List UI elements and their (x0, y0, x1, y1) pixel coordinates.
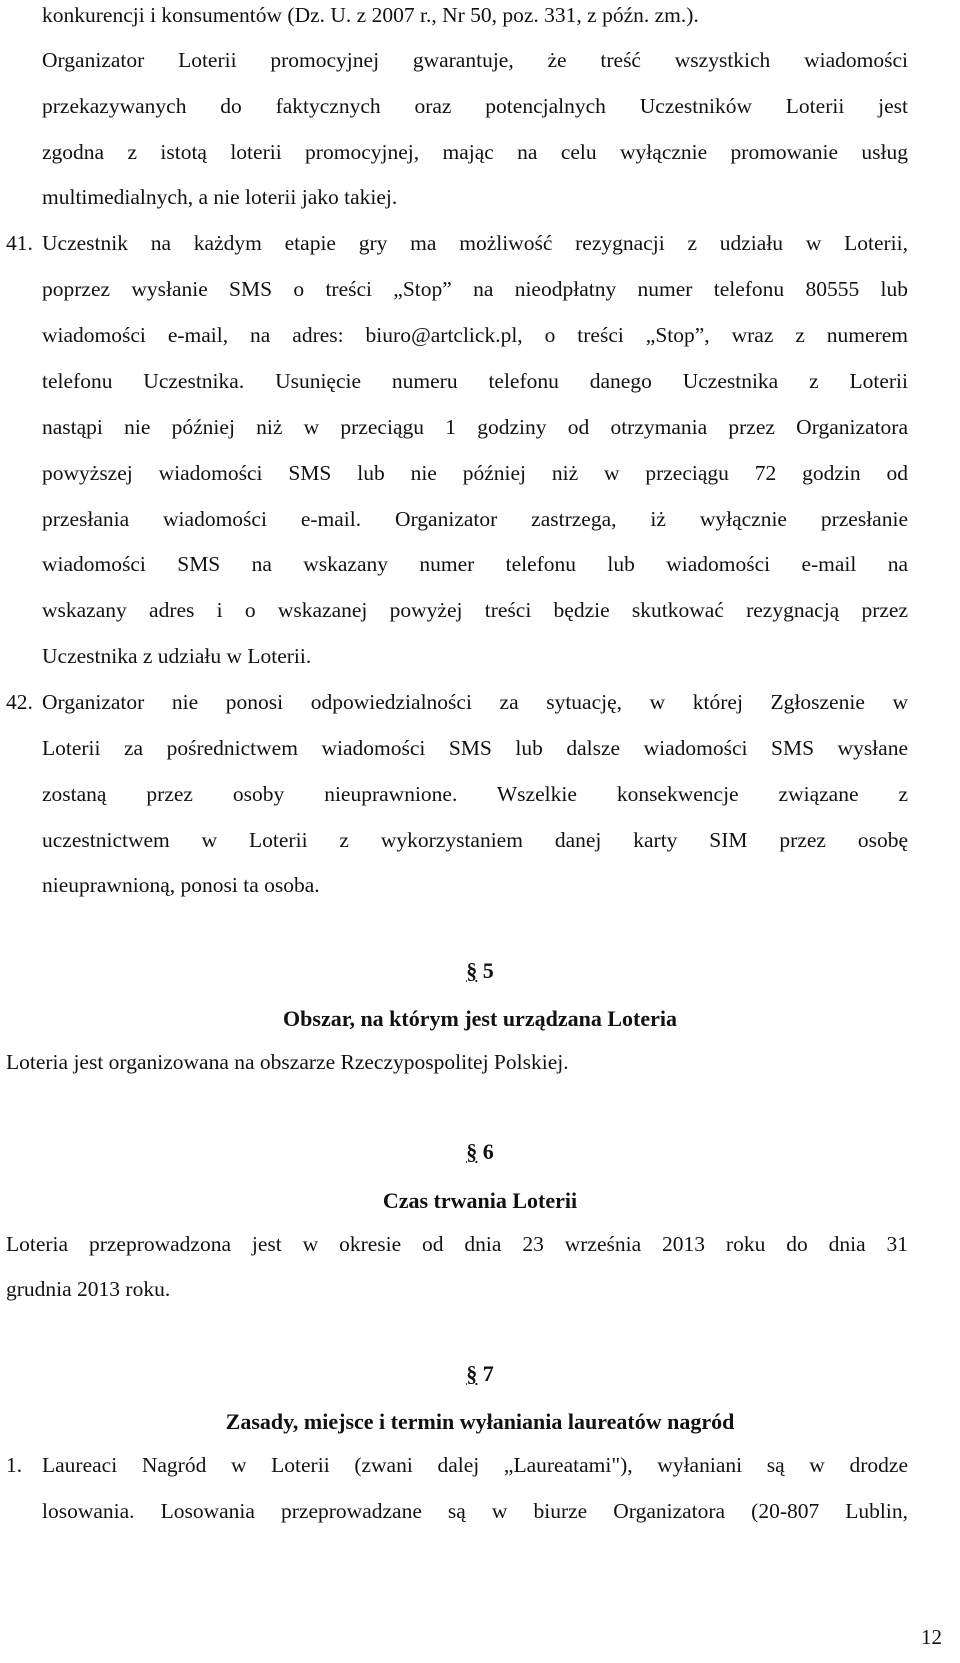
section-6-line-1: Loteria przeprowadzona jest w okresie od dnia 23 września 2013 roku do dnia 31 (6, 1232, 908, 1256)
point-41-line-10: Uczestnika z udziału w Loterii. (42, 644, 312, 668)
point-42-line-3: zostaną przez osoby nieuprawnione. Wszelkie konsekwencje związane z (42, 782, 908, 806)
intro-line-1: konkurencji i konsumentów (Dz. U. z 2007 r., Nr 50, poz. 331, z późn. zm.). (42, 3, 699, 27)
section-sign-icon: § (466, 1361, 478, 1386)
section-6-line-2: grudnia 2013 roku. (6, 1277, 171, 1301)
section-6-marker (0, 1138, 960, 1166)
point-42-number: 42. (6, 690, 33, 714)
point-41-line-1: Uczestnik na każdym etapie gry ma możliwość rezygnacji z udziału w Loterii, (42, 231, 908, 255)
point-41-line-6: powyższej wiadomości SMS lub nie później niż w przeciągu 72 godzin od (42, 461, 908, 485)
section-5-marker (0, 957, 960, 985)
point-41-line-2: poprzez wysłanie SMS o treści „Stop” na nieodpłatny numer telefonu 80555 lub (42, 277, 908, 301)
section-7-marker (0, 1360, 960, 1388)
point-41-line-3: wiadomości e-mail, na adres: biuro@artclick.pl, o treści „Stop”, wraz z numerem (42, 323, 908, 347)
point-41-line-4: telefonu Uczestnika. Usunięcie numeru telefonu danego Uczestnika z Loterii (42, 369, 908, 393)
point-41-line-5: nastąpi nie później niż w przeciągu 1 godziny od otrzymania przez Organizatora (42, 415, 908, 439)
intro-line-4: zgodna z istotą loterii promocyjnej, mając na celu wyłącznie promowanie usług (42, 140, 908, 164)
section-sign-icon: § (466, 958, 478, 983)
section-5-title: Obszar, na którym jest urządzana Loteria (283, 1006, 677, 1031)
section-5-number: 5 (482, 958, 494, 983)
intro-line-3: przekazywanych do faktycznych oraz potencjalnych Uczestników Loterii jest (42, 94, 908, 118)
point-41-number: 41. (6, 231, 33, 255)
section-7-title: Zasady, miejsce i termin wyłaniania laureatów nagród (225, 1409, 735, 1434)
section-7-point-1-number: 1. (6, 1453, 23, 1477)
point-42-line-5: nieuprawnioną, ponosi ta osoba. (42, 873, 320, 897)
section-7-point-1-line-2: losowania. Losowania przeprowadzane są w biurze Organizatora (20-807 Lublin, (42, 1499, 908, 1523)
section-5-line-1: Loteria jest organizowana na obszarze Rzeczypospolitej Polskiej. (6, 1050, 569, 1074)
section-7-number: 7 (482, 1361, 494, 1386)
point-41-line-9: wskazany adres i o wskazanej powyżej treści będzie skutkować rezygnacją przez (42, 598, 908, 622)
point-42-line-2: Loterii za pośrednictwem wiadomości SMS lub dalsze wiadomości SMS wysłane (42, 736, 908, 760)
section-6-title: Czas trwania Loterii (382, 1188, 578, 1213)
point-42-line-4: uczestnictwem w Loterii z wykorzystaniem danej karty SIM przez osobę (42, 828, 908, 852)
section-7-point-1-line-1: Laureaci Nagród w Loterii (zwani dalej „Laureatami"), wyłaniani są w drodze (42, 1453, 908, 1477)
page-number: 12 (921, 1625, 942, 1649)
intro-line-5: multimedialnych, a nie loterii jako takiej. (42, 185, 398, 209)
point-41-line-8: wiadomości SMS na wskazany numer telefonu lub wiadomości e-mail na (42, 552, 908, 576)
section-sign-icon: § (466, 1139, 478, 1164)
section-6-number: 6 (482, 1139, 494, 1164)
point-41-line-7: przesłania wiadomości e-mail. Organizator zastrzega, iż wyłącznie przesłanie (42, 507, 908, 531)
intro-line-2: Organizator Loterii promocyjnej gwarantuje, że treść wszystkich wiadomości (42, 48, 908, 72)
point-42-line-1: Organizator nie ponosi odpowiedzialności za sytuację, w której Zgłoszenie w (42, 690, 908, 714)
